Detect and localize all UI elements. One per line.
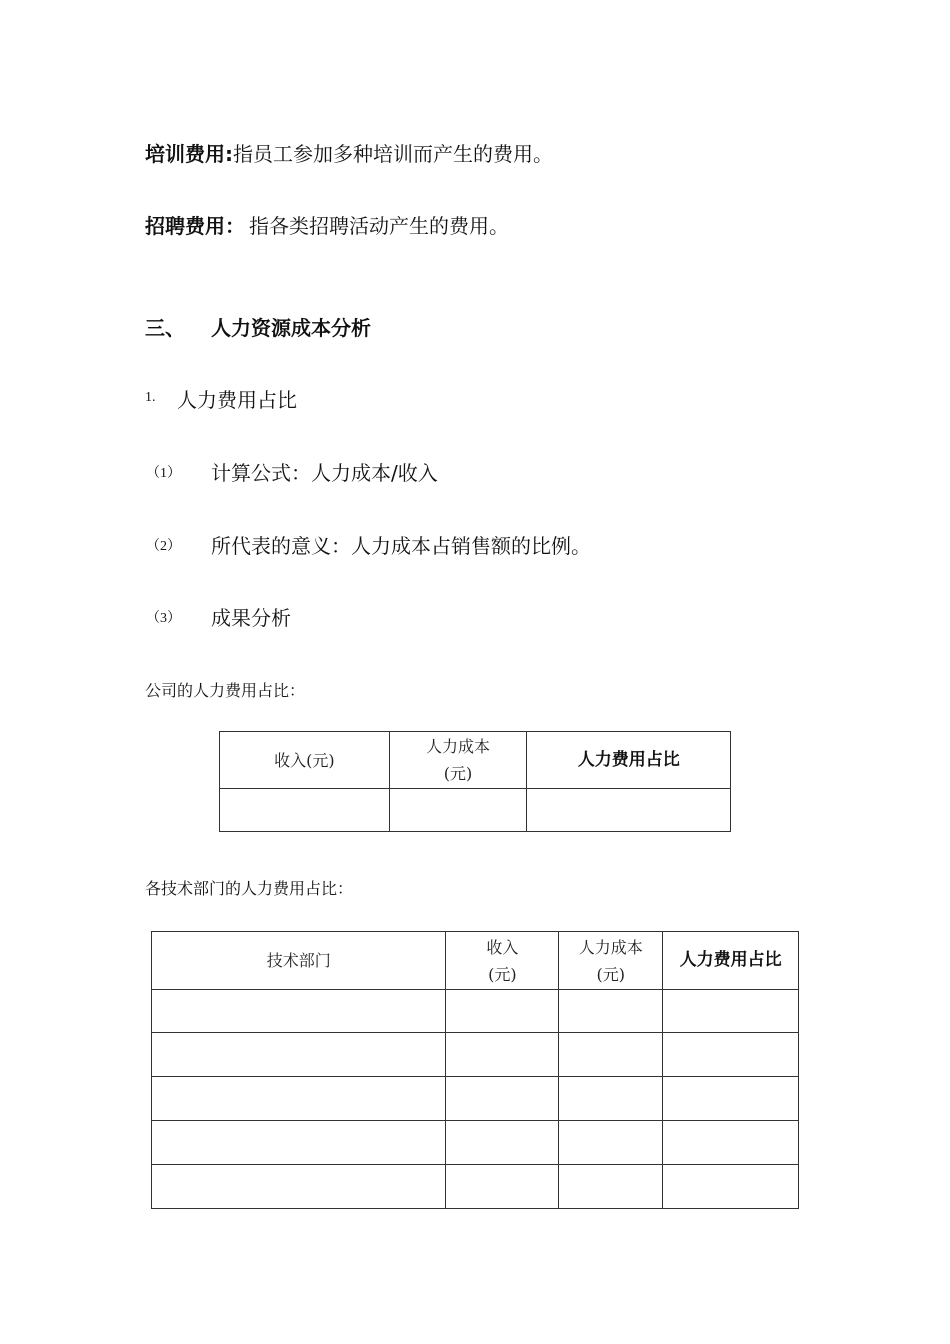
definition-desc: 指员工参加多种培训而产生的费用。 <box>233 142 553 166</box>
item-text-1: 计算公式：人力成本/收入 <box>211 461 438 485</box>
table-cell <box>152 1033 446 1077</box>
item-number-2: （2） <box>146 539 181 554</box>
table-row <box>152 1033 799 1077</box>
table-cell <box>446 990 559 1033</box>
dept-cost-table <box>151 931 799 1209</box>
definition-training <box>145 138 553 167</box>
table-row <box>152 990 799 1033</box>
table-cell <box>446 1165 559 1209</box>
item-number-3: （3） <box>146 611 181 626</box>
subsection-number: 1. <box>145 390 156 405</box>
definition-term: 培训费用: <box>145 142 233 166</box>
item-number-1: （1） <box>146 466 181 481</box>
header-income: 收入 (元) <box>446 932 559 990</box>
table-cell <box>663 990 799 1033</box>
section-title: 人力资源成本分析 <box>211 316 371 340</box>
table-cell <box>220 789 390 832</box>
table-cell <box>663 1077 799 1121</box>
table-cell <box>446 1033 559 1077</box>
header-labor-ratio: 人力费用占比 <box>663 932 799 990</box>
table-header-row <box>220 732 731 789</box>
definition-term: 招聘费用： <box>145 214 245 238</box>
table-cell <box>446 1077 559 1121</box>
table-cell <box>152 1165 446 1209</box>
table-cell <box>559 1077 663 1121</box>
table-cell <box>152 1077 446 1121</box>
table-row <box>220 789 731 832</box>
header-labor-cost: 人力成本 (元) <box>559 932 663 990</box>
table-row <box>152 1121 799 1165</box>
table-row <box>152 1165 799 1209</box>
table-header-row <box>152 932 799 990</box>
item-text-2: 所代表的意义：人力成本占销售额的比例。 <box>211 534 591 558</box>
company-table-caption: 公司的人力费用占比： <box>145 681 306 700</box>
dept-table-caption: 各技术部门的人力费用占比： <box>145 879 354 898</box>
company-cost-table <box>219 731 731 832</box>
subsection-title: 人力费用占比 <box>177 388 297 412</box>
table-cell <box>527 789 731 832</box>
table-cell <box>559 1121 663 1165</box>
definition-desc: 指各类招聘活动产生的费用。 <box>249 214 509 238</box>
definition-recruitment <box>145 210 509 239</box>
table-cell <box>559 990 663 1033</box>
item-text-3: 成果分析 <box>211 606 291 630</box>
table-cell <box>152 990 446 1033</box>
table-cell <box>663 1033 799 1077</box>
table-cell <box>559 1165 663 1209</box>
table-cell <box>663 1121 799 1165</box>
header-labor-cost: 人力成本 (元) <box>389 732 527 789</box>
table-row <box>152 1077 799 1121</box>
header-department: 技术部门 <box>152 932 446 990</box>
table-cell <box>559 1033 663 1077</box>
header-income: 收入(元) <box>220 732 390 789</box>
table-cell <box>446 1121 559 1165</box>
section-number: 三、 <box>145 316 185 340</box>
table-cell <box>152 1121 446 1165</box>
table-cell <box>663 1165 799 1209</box>
table-cell <box>389 789 527 832</box>
header-labor-ratio: 人力费用占比 <box>527 732 731 789</box>
